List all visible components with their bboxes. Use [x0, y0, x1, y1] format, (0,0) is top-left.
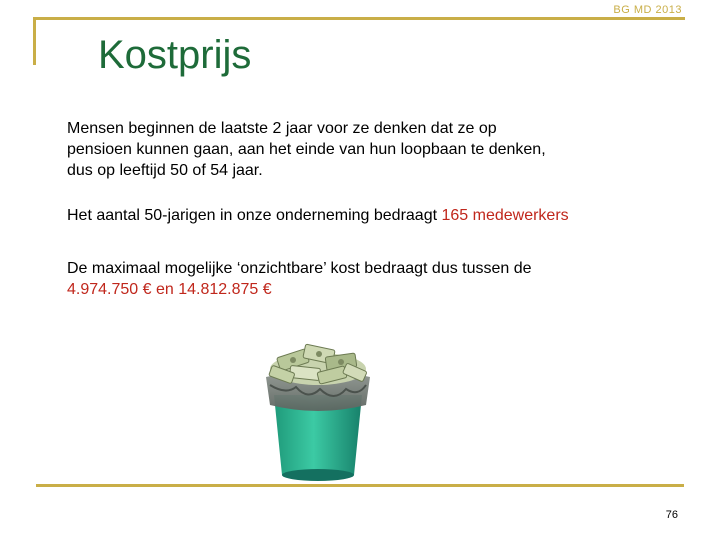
corner-label: BG MD 2013: [613, 4, 682, 16]
paragraph-1-line-1: Mensen beginnen de laatste 2 jaar voor ze denken dat ze op: [67, 120, 497, 137]
left-rule: [33, 17, 36, 65]
paragraph-3: [67, 258, 667, 300]
page-number: 76: [665, 509, 678, 521]
paragraph-2: [67, 205, 667, 226]
top-rule: [33, 17, 685, 20]
paragraph-1-line-3: dus op leeftijd 50 of 54 jaar.: [67, 162, 263, 179]
paragraph-2-highlight: 165 medewerkers: [441, 207, 569, 224]
bottom-rule: [36, 484, 684, 487]
paragraph-1-line-2: pensioen kunnen gaan, aan het einde van hun loopbaan te denken,: [67, 141, 546, 158]
slide-title: Kostprijs: [98, 33, 252, 77]
money-trash-bin-icon: [256, 325, 380, 485]
paragraph-1: [67, 118, 667, 181]
paragraph-3-highlight: 4.974.750 € en 14.812.875 €: [67, 281, 272, 298]
paragraph-2-text: Het aantal 50-jarigen in onze onderneming bedraagt: [67, 207, 442, 224]
paragraph-3-line-1: De maximaal mogelijke ‘onzichtbare’ kost bedraagt dus tussen de: [67, 260, 532, 277]
